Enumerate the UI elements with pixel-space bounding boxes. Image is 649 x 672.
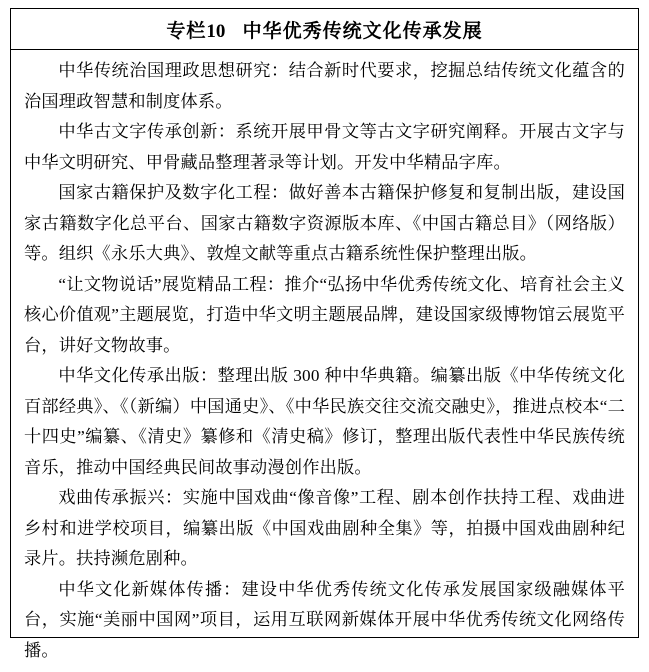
callout-body [11,50,638,672]
paragraph-7: 中华文化新媒体传播：建设中华优秀传统文化传承发展国家级融媒体平台，实施“美丽中国网”项目，运用互联网新媒体开展中华优秀传统文化网络传播。 [24,579,625,660]
callout-title-row [11,9,638,50]
paragraph-1: 中华传统治国理政思想研究：结合新时代要求，挖掘总结传统文化蕴含的治国理政智慧和制度体系。 [24,61,625,111]
callout-number: 10 [206,21,226,42]
paragraph-6: 戏曲传承振兴：实施中国戏曲“像音像”工程、剧本创作扶持工程、戏曲进乡村和进学校项目，编纂出版《中国戏曲剧种全集》等，拍摄中国戏曲剧种纪录片。扶持濒危剧种。 [24,488,625,568]
paragraph-5: 中华文化传承出版：整理出版 300 种中华典籍。编纂出版《中华传统文化百部经典》、《（新编）中国通史》、《中华民族交往交流交融史》，推进点校本“二十四史”编纂、《清史》纂修和《清史稿》修订，整理出版代表性中华民族传统音乐，推动中国经典民间故事动漫创作出版。 [24,366,625,477]
paragraph-4: “让文物说话”展览精品工程：推介“弘扬中华优秀传统文化、培育社会主义核心价值观”主题展览，打造中华文明主题展品牌，建设国家级博物馆云展览平台，讲好文物故事。 [24,274,625,355]
paragraph-3: 国家古籍保护及数字化工程：做好善本古籍保护修复和复制出版，建设国家古籍数字化总平台、国家古籍数字资源版本库、《中国古籍总目》（网络版）等。组织《永乐大典》、敦煌文献等重点古籍系统性保护整理出版。 [24,183,625,263]
paragraph-2: 中华古文字传承创新：系统开展甲骨文等古文字研究阐释。开展古文字与中华文明研究、甲骨藏品整理著录等计划。开发中华精品字库。 [24,122,625,172]
callout-box [10,8,639,660]
callout-title-text: 中华优秀传统文化传承发展 [242,21,483,42]
callout-label: 专栏 [166,21,207,42]
callout-title [225,21,242,42]
